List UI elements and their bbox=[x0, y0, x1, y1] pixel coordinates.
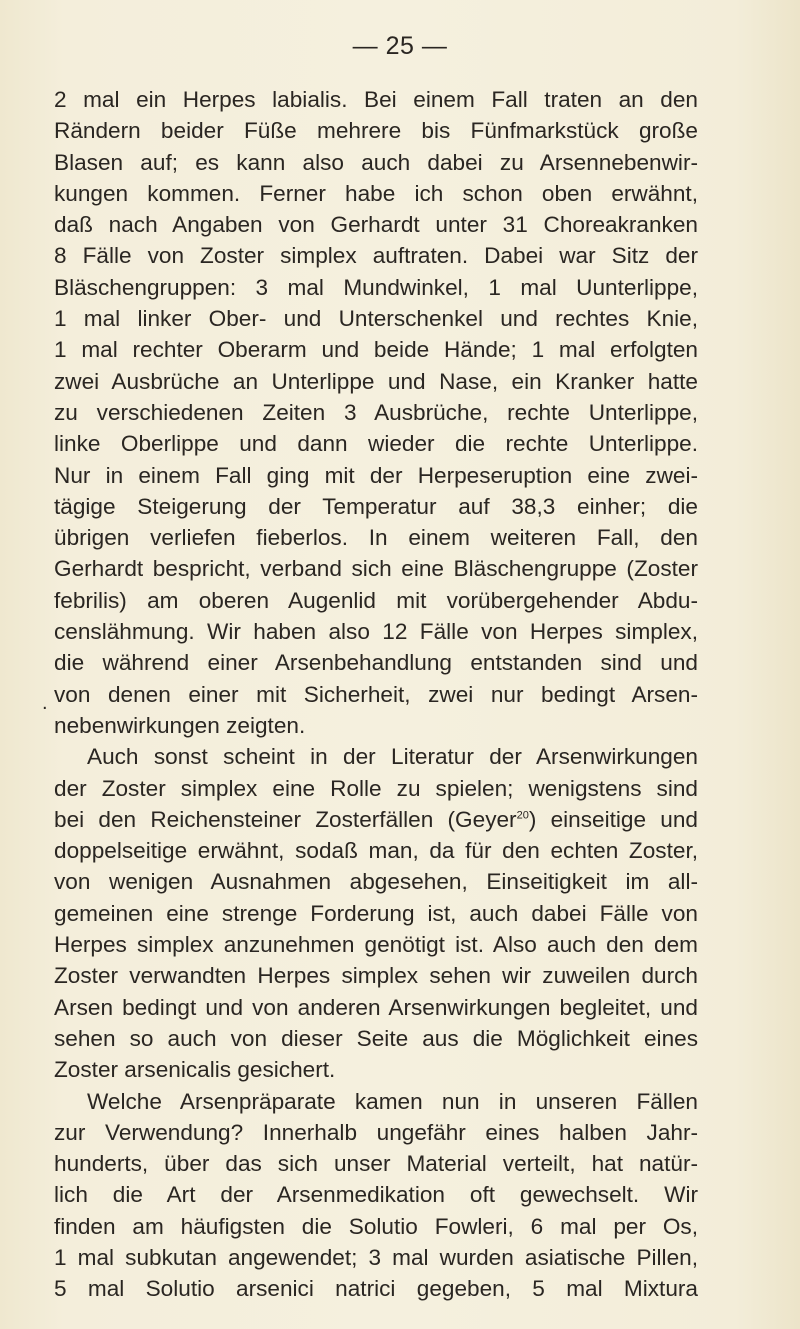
text-line: der Zoster simplex eine Rolle zu spielen; wenigstens sind bbox=[54, 775, 698, 801]
text-line: nebenwirkungen zeigten. bbox=[54, 712, 306, 738]
text-line: von wenigen Ausnahmen abgesehen, Einseitigkeit im all- bbox=[54, 869, 698, 895]
text-line: kungen kommen. Ferner habe ich schon oben erwähnt, bbox=[54, 180, 698, 206]
text-line: gemeinen eine strenge Forderung ist, auch dabei Fälle von bbox=[54, 900, 698, 926]
text-line: Blasen auf; es kann also auch dabei zu Arsennebenwir- bbox=[54, 149, 698, 175]
text-line: Welche Arsenpräparate kamen nun in unseren Fällen bbox=[87, 1088, 698, 1114]
text-line: Gerhardt bespricht, verband sich eine Bläschengruppe (Zoster bbox=[54, 556, 698, 582]
text-line: lich die Art der Arsenmedikation oft gewechselt. Wir bbox=[54, 1182, 698, 1208]
text-line: 2 mal ein Herpes labialis. Bei einem Fall traten an den bbox=[54, 87, 698, 112]
text-line: febrilis) am oberen Augenlid mit vorübergehender Abdu- bbox=[54, 587, 698, 613]
text-line: übrigen verliefen fieberlos. In einem weiteren Fall, den bbox=[54, 525, 698, 551]
text-line: die während einer Arsenbehandlung entstanden sind und bbox=[54, 650, 698, 676]
text-line: zwei Ausbrüche an Unterlippe und Nase, ein Kranker hatte bbox=[54, 368, 698, 394]
text-line: zu verschiedenen Zeiten 3 Ausbrüche, rechte Unterlippe, bbox=[54, 399, 698, 425]
text-line: 1 mal rechter Oberarm und beide Hände; 1 mal erfolgten bbox=[54, 337, 698, 363]
text-fragment: bei den Reichensteiner Zosterfällen (Geyer bbox=[54, 806, 517, 832]
text-line-with-footnote bbox=[54, 804, 698, 835]
text-line: Bläschengruppen: 3 mal Mundwinkel, 1 mal Uunterlippe, bbox=[54, 274, 698, 300]
text-line: Zoster arsenicalis gesichert. bbox=[54, 1057, 336, 1083]
text-line: hunderts, über das sich unser Material verteilt, hat natür- bbox=[54, 1151, 698, 1177]
text-line: Arsen bedingt und von anderen Arsenwirkungen begleitet, und bbox=[54, 994, 698, 1020]
body-text bbox=[54, 84, 698, 1305]
text-line: 1 mal linker Ober- und Unterschenkel und rechtes Knie, bbox=[54, 306, 698, 332]
text-fragment: ) einseitige und bbox=[528, 806, 698, 832]
text-line: 1 mal subkutan angewendet; 3 mal wurden asiatische Pillen, bbox=[54, 1244, 698, 1270]
text-line: von denen einer mit Sicherheit, zwei nur bedingt Arsen- bbox=[54, 681, 698, 707]
margin-mark: . bbox=[42, 692, 48, 714]
text-line: daß nach Angaben von Gerhardt unter 31 Choreakranken bbox=[54, 212, 698, 238]
text-line: Rändern beider Füße mehrere bis Fünfmarkstück große bbox=[54, 118, 698, 144]
text-line: Nur in einem Fall ging mit der Herpeseruption eine zwei- bbox=[54, 462, 698, 488]
text-line: sehen so auch von dieser Seite aus die Möglichkeit eines bbox=[54, 1025, 698, 1051]
text-line: Auch sonst scheint in der Literatur der Arsenwirkungen bbox=[87, 744, 698, 770]
text-line: tägige Steigerung der Temperatur auf 38,3 einher; die bbox=[54, 493, 698, 519]
text-line: 5 mal Solutio arsenici natrici gegeben, 5 mal Mixtura bbox=[54, 1276, 698, 1302]
text-line: finden am häufigsten die Solutio Fowleri, 6 mal per Os, bbox=[54, 1213, 698, 1239]
text-line: linke Oberlippe und dann wieder die rechte Unterlippe. bbox=[54, 431, 698, 457]
footnote-reference: 20 bbox=[516, 809, 529, 822]
page-number: — 25 — bbox=[352, 32, 448, 60]
text-line: Herpes simplex anzunehmen genötigt ist. Also auch den dem bbox=[54, 932, 698, 958]
text-line: Zoster verwandten Herpes simplex sehen wir zuweilen durch bbox=[54, 963, 698, 989]
text-line: doppelseitige erwähnt, sodaß man, da für den echten Zoster, bbox=[54, 838, 698, 864]
text-line: 8 Fälle von Zoster simplex auftraten. Dabei war Sitz der bbox=[54, 243, 698, 269]
text-line: zur Verwendung? Innerhalb ungefähr eines halben Jahr- bbox=[54, 1119, 698, 1145]
text-line: censlähmung. Wir haben also 12 Fälle von Herpes simplex, bbox=[54, 619, 698, 645]
